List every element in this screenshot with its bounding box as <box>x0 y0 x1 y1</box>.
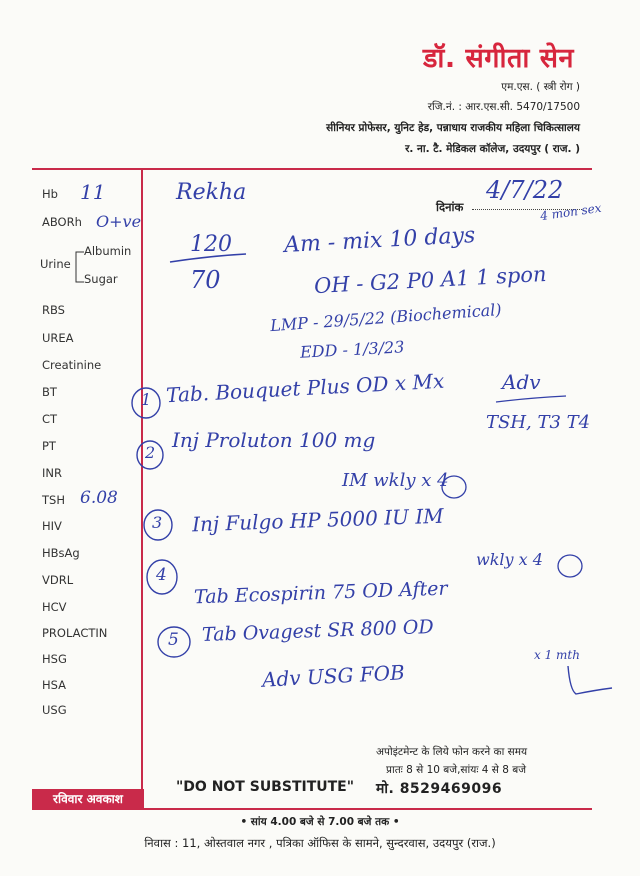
test-hcv: HCV <box>42 600 67 614</box>
hb-value: 11 <box>80 180 106 204</box>
test-ct: CT <box>42 412 58 426</box>
test-creatinine: Creatinine <box>42 358 102 372</box>
aborh-value: O+ve <box>96 212 142 231</box>
date-note: 4 mon sex <box>539 200 603 224</box>
rx-5: Tab Ovagest SR 800 OD <box>201 615 435 647</box>
rx-1: Tab. Bouquet Plus OD x Mx <box>165 368 445 408</box>
rx-2-dose: IM wkly x 4 <box>342 470 449 491</box>
do-not-substitute: "DO NOT SUBSTITUTE" <box>176 779 355 795</box>
patient-name: Rekha <box>176 180 247 205</box>
handwritten-date: 4/7/22 <box>486 176 564 204</box>
rx-5-number: 5 <box>168 630 179 650</box>
designation: सीनियर प्रोफेसर, युनिट हेड, पन्नाधाय राजकीय महिला चिकित्सालय <box>326 122 580 134</box>
test-hsg: HSG <box>42 652 67 666</box>
bp-systolic: 120 <box>190 232 232 257</box>
rx-3-dose: wkly x 4 <box>476 550 543 569</box>
test-bt: BT <box>42 385 57 399</box>
advice-usg: Adv USG FOB <box>261 660 406 692</box>
history-line-1: Am - mix 10 days <box>283 223 476 258</box>
college: र. ना. टै. मेडिकल कॉलेज, उदयपुर ( राज. ) <box>405 143 580 155</box>
rx-3-number: 3 <box>152 513 163 532</box>
phone-number: मो. 8529469096 <box>376 781 503 797</box>
date-label: दिनांक <box>436 200 464 214</box>
test-urine-sugar: Sugar <box>84 272 118 286</box>
test-hb: Hb <box>42 187 58 201</box>
test-tsh: TSH <box>42 493 65 507</box>
sunday-off-badge: रविवार अवकाश <box>32 789 144 809</box>
qualification: एम.एस. ( स्त्री रोग ) <box>501 81 580 93</box>
rx-3: Inj Fulgo HP 5000 IU IM <box>191 503 445 537</box>
rx-2: Inj Proluton 100 mg <box>172 428 376 452</box>
test-urine-albumin: Albumin <box>84 244 132 258</box>
tsh-value: 6.08 <box>80 488 118 508</box>
test-pt: PT <box>42 439 56 453</box>
appointment-time: प्रातः 8 से 10 बजे,सांयः 4 से 8 बजे <box>386 764 527 776</box>
test-aborh: ABORh <box>42 215 82 229</box>
test-usg: USG <box>42 703 67 717</box>
rx-2-number: 2 <box>145 443 156 462</box>
history-line-4: EDD - 1/3/23 <box>299 337 405 362</box>
history-line-2: OH - G2 P0 A1 1 spon <box>313 261 548 299</box>
rx-1-number: 1 <box>141 390 152 409</box>
test-hiv: HIV <box>42 519 62 533</box>
test-hbsag: HBsAg <box>42 546 80 560</box>
rx-5-duration: x 1 mth <box>534 648 580 662</box>
test-vdrl: VDRL <box>42 573 74 587</box>
test-prolactin: PROLACTIN <box>42 626 108 640</box>
test-hsa: HSA <box>42 678 67 692</box>
test-urea: UREA <box>42 331 74 345</box>
doctor-name: डॉ. संगीता सेन <box>422 43 574 74</box>
rx-4-number: 4 <box>156 565 167 585</box>
residence-address: निवास : 11, ओस्तवाल नगर , पत्रिका ऑफिस के सामने, सुन्दरवास, उदयपुर (राज.) <box>144 836 496 850</box>
test-rbs: RBS <box>42 303 65 317</box>
history-line-3: LMP - 29/5/22 (Biochemical) <box>269 299 503 336</box>
evening-hours: • सांय 4.00 बजे से 7.00 बजे तक • <box>240 816 400 828</box>
rx-1-advice: Adv <box>502 370 541 394</box>
bp-diastolic: 70 <box>190 266 221 294</box>
test-urine: Urine <box>40 257 71 271</box>
test-inr: INR <box>42 466 62 480</box>
registration-number: रजि.नं. : आर.एस.सी. 5470/17500 <box>427 101 580 113</box>
rx-4: Tab Ecospirin 75 OD After <box>193 577 448 609</box>
appointment-title: अपोइंटमेन्ट के लिये फोन करने का समय <box>376 746 528 758</box>
advice-tsh: TSH, T3 T4 <box>486 412 591 433</box>
